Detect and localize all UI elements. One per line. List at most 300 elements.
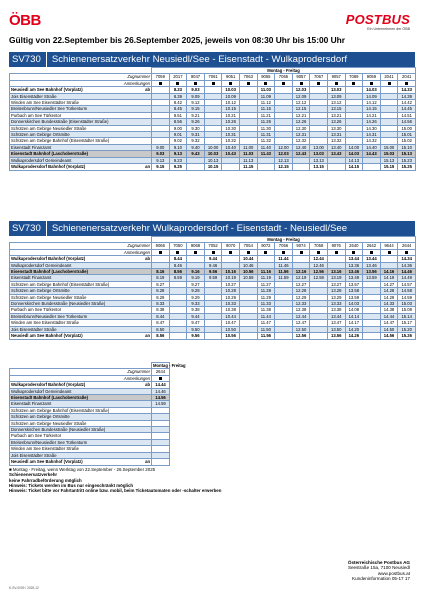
section-title-bar: SV730 Schienenersatzverkehr Neusiedl/See - Eisenstadt - Wulkaprodersdorf bbox=[9, 52, 415, 67]
time-cell: 10.29 bbox=[222, 294, 240, 300]
time-cell: 12.44 bbox=[292, 313, 310, 319]
weekday-square-icon bbox=[212, 82, 215, 85]
train-number: 2640 bbox=[345, 243, 363, 249]
stop-name: Schützen am Gebirge Bahnhof (Eisenstädter Straße) bbox=[10, 281, 138, 287]
time-cell: 10.56 bbox=[222, 333, 240, 339]
time-cell: 13.26 bbox=[327, 119, 345, 125]
time-cell: 15.25 bbox=[398, 164, 416, 170]
time-cell: 8.44 bbox=[169, 256, 187, 262]
time-cell: 15.23 bbox=[398, 157, 416, 163]
stop-name: Eisenstadt Finanzamt bbox=[10, 401, 138, 407]
weekday-square-icon bbox=[300, 82, 303, 85]
time-cell: 8.46 bbox=[169, 262, 187, 268]
time-cell: 11.43 bbox=[257, 151, 275, 157]
time-cell: 12.26 bbox=[292, 119, 310, 125]
time-cell: 10.44 bbox=[239, 256, 257, 262]
time-cell: 14.28 bbox=[380, 288, 398, 294]
time-cell: 15.02 bbox=[398, 138, 416, 144]
arrival-departure-flag: an bbox=[138, 164, 152, 170]
note-line: ■ Montag - Freitag, wenn Werktag von 22.September - 26.September 2025 bbox=[9, 467, 156, 472]
time-cell: 9.31 bbox=[187, 132, 205, 138]
time-cell: 15.10 bbox=[398, 144, 416, 150]
train-number: 9057 bbox=[292, 74, 310, 80]
time-cell: 14.59 bbox=[152, 401, 170, 407]
weekday-square-icon bbox=[247, 82, 250, 85]
arrival-departure-flag: an bbox=[138, 333, 152, 339]
time-cell: 9.13 bbox=[169, 151, 187, 157]
time-cell: 9.25 bbox=[169, 164, 187, 170]
time-cell: 9.13 bbox=[152, 157, 170, 163]
time-cell: 14.46 bbox=[152, 388, 170, 394]
time-cell: 13.19 bbox=[327, 275, 345, 281]
time-cell: 9.33 bbox=[187, 301, 205, 307]
time-cell bbox=[257, 164, 275, 170]
train-number: 9070 bbox=[222, 243, 240, 249]
time-cell: 11.12 bbox=[257, 100, 275, 106]
time-cell: 9.03 bbox=[152, 151, 170, 157]
time-cell: 13.30 bbox=[327, 125, 345, 131]
weekday-square-icon bbox=[405, 82, 408, 85]
time-cell: 12.09 bbox=[292, 93, 310, 99]
stop-name: Purbach am See Türkentor bbox=[10, 112, 138, 118]
time-cell: 12.29 bbox=[292, 294, 310, 300]
time-cell: 14.09 bbox=[363, 93, 381, 99]
time-cell: 8.51 bbox=[169, 112, 187, 118]
train-number: 2644 bbox=[398, 243, 416, 249]
time-cell: 14.03 bbox=[345, 151, 363, 157]
time-cell: 9.38 bbox=[187, 307, 205, 313]
time-cell: 10.21 bbox=[222, 112, 240, 118]
time-cell: 10.50 bbox=[222, 326, 240, 332]
time-cell: 13.31 bbox=[327, 132, 345, 138]
time-cell: 9.21 bbox=[187, 112, 205, 118]
time-cell: 12.03 bbox=[292, 87, 310, 93]
postbus-logo: POSTBUS Ein Unternehmen der ÖBB bbox=[345, 12, 410, 31]
time-cell: 14.30 bbox=[363, 125, 381, 131]
time-cell: 13.28 bbox=[327, 288, 345, 294]
time-cell: 11.47 bbox=[257, 320, 275, 326]
time-cell: 11.46 bbox=[275, 262, 293, 268]
train-number: 2642 bbox=[363, 243, 381, 249]
time-cell: 10.56 bbox=[239, 269, 257, 275]
weekday-square-icon bbox=[264, 82, 267, 85]
time-cell: 12.00 bbox=[275, 144, 293, 150]
stop-name: Winden am See Eisenstädter Straße bbox=[10, 446, 138, 452]
time-cell: 11.21 bbox=[257, 112, 275, 118]
time-cell: 14.33 bbox=[380, 301, 398, 307]
time-cell: 8.19 bbox=[152, 275, 170, 281]
time-cell: 11.03 bbox=[257, 87, 275, 93]
zugnummer-label: Zugnummer bbox=[10, 74, 152, 80]
time-cell: 14.39 bbox=[398, 93, 416, 99]
stop-name: Wulkaprodersdorf Gemeindeamt bbox=[10, 157, 138, 163]
time-cell: 8.27 bbox=[152, 281, 170, 287]
time-cell: 13.49 bbox=[345, 275, 363, 281]
time-cell: 12.50 bbox=[292, 326, 310, 332]
time-cell: 13.15 bbox=[310, 164, 328, 170]
train-number: 7061 bbox=[204, 74, 222, 80]
time-cell: 12.03 bbox=[275, 151, 293, 157]
weekday-square-icon bbox=[388, 82, 391, 85]
weekday-square-icon bbox=[335, 251, 338, 254]
time-cell: 14.00 bbox=[345, 144, 363, 150]
time-cell: 14.45 bbox=[398, 106, 416, 112]
stop-name: Schützen am Gebirge Neusiedler Straße bbox=[10, 294, 138, 300]
weekday-square-icon bbox=[229, 82, 232, 85]
stop-name: Purbach am See Türkentor bbox=[10, 433, 138, 439]
time-cell: 12.28 bbox=[292, 288, 310, 294]
time-cell bbox=[239, 333, 257, 339]
time-cell: 14.14 bbox=[345, 313, 363, 319]
time-cell: 8.33 bbox=[152, 301, 170, 307]
time-cell bbox=[204, 333, 222, 339]
time-cell: 9.26 bbox=[187, 119, 205, 125]
stop-name: Schützen am Gebirge Neusiedler Straße bbox=[10, 420, 138, 426]
time-cell: 13.50 bbox=[327, 326, 345, 332]
time-cell: 8.16 bbox=[152, 269, 170, 275]
weekday-square-icon bbox=[388, 251, 391, 254]
time-cell: 10.00 bbox=[204, 144, 222, 150]
time-cell: 8.56 bbox=[169, 119, 187, 125]
time-cell: 13.44 bbox=[345, 256, 363, 262]
time-cell: 14.49 bbox=[398, 275, 416, 281]
time-cell: 9.47 bbox=[187, 320, 205, 326]
time-cell: 10.59 bbox=[239, 275, 257, 281]
table-row bbox=[10, 262, 416, 268]
time-cell: 14.08 bbox=[345, 307, 363, 313]
time-cell: 12.47 bbox=[292, 320, 310, 326]
time-cell: 13.59 bbox=[363, 275, 381, 281]
footer-address: Österreichische Postbus AG Seestraße 15a, 7100 Neusiedl www.postbus.at Kundeninformation 05-17 17 bbox=[347, 560, 410, 582]
time-cell bbox=[310, 333, 328, 339]
weekday-square-icon bbox=[300, 251, 303, 254]
time-cell: 13.44 bbox=[363, 256, 381, 262]
weekday-square-icon bbox=[159, 82, 162, 85]
stop-name: Schützen am Gebirge Ortsmitte bbox=[10, 288, 138, 294]
time-cell: 15.08 bbox=[398, 307, 416, 313]
train-number: 9066 bbox=[152, 243, 170, 249]
table-row bbox=[10, 256, 416, 262]
note-line: Hinweis: Tickets werden im Bus nur eingeschränkt möglich bbox=[9, 482, 134, 488]
time-cell: 12.43 bbox=[292, 151, 310, 157]
time-cell: 14.26 bbox=[345, 333, 363, 339]
train-number: 7050 bbox=[169, 243, 187, 249]
stop-name: Wulkaprodersdorf Bahnhof (Vorplatz) bbox=[10, 256, 138, 262]
stop-name: Schützen am Gebirge Neusiedler Straße bbox=[10, 125, 138, 131]
time-cell: 13.16 bbox=[327, 269, 345, 275]
stop-name: Neusiedl am See Bahnhof (Vorplatz) bbox=[10, 333, 138, 339]
time-cell: 14.51 bbox=[398, 112, 416, 118]
time-cell: 10.30 bbox=[222, 125, 240, 131]
time-cell: 9.56 bbox=[204, 269, 222, 275]
time-cell: 14.29 bbox=[380, 294, 398, 300]
weekday-square-icon bbox=[317, 251, 320, 254]
train-number: 9051 bbox=[222, 74, 240, 80]
time-cell: 10.09 bbox=[222, 93, 240, 99]
time-cell: 14.36 bbox=[398, 262, 416, 268]
time-cell: 13.57 bbox=[345, 281, 363, 287]
time-cell: 9.32 bbox=[187, 138, 205, 144]
table-row bbox=[10, 333, 416, 339]
time-cell: 14.32 bbox=[363, 138, 381, 144]
time-cell: 9.15 bbox=[187, 106, 205, 112]
anmerkungen-label: Anmerkungen bbox=[10, 249, 152, 255]
time-cell: 14.58 bbox=[398, 288, 416, 294]
time-cell: 13.46 bbox=[363, 262, 381, 268]
time-cell: 14.15 bbox=[363, 106, 381, 112]
time-cell: 14.47 bbox=[380, 320, 398, 326]
time-cell: 8.29 bbox=[152, 294, 170, 300]
time-cell: 8.44 bbox=[152, 313, 170, 319]
time-cell: 12.59 bbox=[310, 275, 328, 281]
time-cell: 15.00 bbox=[398, 125, 416, 131]
time-cell: 8.33 bbox=[169, 87, 187, 93]
time-cell: 14.34 bbox=[398, 256, 416, 262]
time-cell: 14.31 bbox=[363, 132, 381, 138]
time-cell: 14.43 bbox=[363, 151, 381, 157]
time-cell: 15.03 bbox=[398, 301, 416, 307]
time-cell: 10.15 bbox=[204, 164, 222, 170]
time-cell: 11.15 bbox=[257, 106, 275, 112]
anmerkungen-label: Anmerkungen bbox=[10, 80, 152, 86]
time-cell: 10.43 bbox=[222, 151, 240, 157]
timetable-section-2 bbox=[9, 221, 415, 340]
stop-name: Jois Eisenstädter Straße bbox=[10, 93, 138, 99]
stop-name: Eisenstadt Finanzamt bbox=[10, 275, 138, 281]
time-cell: 13.56 bbox=[327, 333, 345, 339]
time-cell: 13.56 bbox=[363, 269, 381, 275]
time-cell: 9.10 bbox=[169, 144, 187, 150]
time-cell: 12.19 bbox=[292, 275, 310, 281]
time-cell: 13.36 bbox=[345, 262, 363, 268]
time-cell: 10.03 bbox=[204, 151, 222, 157]
time-cell: 10.16 bbox=[222, 269, 240, 275]
stop-name: Neusiedl am See Bahnhof (Vorplatz) bbox=[10, 87, 138, 93]
arrival-departure-flag: ab bbox=[138, 256, 152, 262]
time-cell: 9.46 bbox=[204, 262, 222, 268]
train-number: 7054 bbox=[239, 243, 257, 249]
timetable-2 bbox=[9, 236, 416, 340]
notes bbox=[9, 467, 221, 493]
train-number: 2041 bbox=[398, 74, 416, 80]
train-number: 7056 bbox=[275, 243, 293, 249]
train-number: 7067 bbox=[310, 74, 328, 80]
stop-name: Wulkaprodersdorf Bahnhof (Vorplatz) bbox=[10, 382, 138, 388]
train-number: 9076 bbox=[327, 243, 345, 249]
time-cell: 14.13 bbox=[345, 157, 363, 163]
time-cell: 12.27 bbox=[292, 281, 310, 287]
stop-name: Breitenbrunn/Neusiedler See Türkenturm bbox=[10, 313, 138, 319]
time-cell: 13.46 bbox=[345, 269, 363, 275]
time-cell: 15.03 bbox=[380, 151, 398, 157]
time-cell: 15.13 bbox=[398, 151, 416, 157]
time-cell: 10.40 bbox=[222, 144, 240, 150]
table-row bbox=[10, 151, 416, 157]
weekday-square-icon bbox=[212, 251, 215, 254]
time-cell: 11.33 bbox=[257, 301, 275, 307]
time-cell: 9.01 bbox=[169, 132, 187, 138]
time-cell: 15.13 bbox=[380, 157, 398, 163]
time-cell: 10.19 bbox=[222, 275, 240, 281]
time-cell: 13.00 bbox=[310, 144, 328, 150]
weekday-square-icon bbox=[352, 251, 355, 254]
time-cell: 14.56 bbox=[152, 395, 170, 401]
weekday-square-icon bbox=[405, 251, 408, 254]
time-cell: 12.30 bbox=[292, 125, 310, 131]
time-cell: 13.44 bbox=[327, 313, 345, 319]
time-cell: 10.33 bbox=[222, 301, 240, 307]
time-cell: 9.29 bbox=[187, 294, 205, 300]
time-cell: 9.19 bbox=[187, 275, 205, 281]
time-cell: 14.26 bbox=[363, 119, 381, 125]
time-cell: 10.31 bbox=[222, 132, 240, 138]
train-number: 9074 bbox=[292, 243, 310, 249]
weekday-square-icon bbox=[370, 82, 373, 85]
time-cell: 11.03 bbox=[239, 151, 257, 157]
time-cell: 11.50 bbox=[257, 326, 275, 332]
time-cell: 9.03 bbox=[187, 87, 205, 93]
weekday-square-icon bbox=[247, 251, 250, 254]
time-cell: 11.59 bbox=[275, 275, 293, 281]
time-cell: 12.56 bbox=[310, 269, 328, 275]
note-line: Schienenersatzverkehr bbox=[9, 472, 58, 478]
validity-text: Gültig von 22.September bis 26.September 2025, jeweils von 08:30 Uhr bis 15:00 Uhr bbox=[9, 35, 346, 45]
time-cell: 13.38 bbox=[327, 307, 345, 313]
time-cell: 12.40 bbox=[292, 144, 310, 150]
time-cell: 10.44 bbox=[222, 313, 240, 319]
table-row bbox=[10, 269, 416, 275]
note-line: keine Fahrradbeförderung möglich bbox=[9, 477, 82, 483]
time-cell: 11.40 bbox=[257, 144, 275, 150]
stop-name: Purbach am See Türkentor bbox=[10, 307, 138, 313]
stop-name: Wulkaprodersdorf Bahnhof (Vorplatz) bbox=[10, 164, 138, 170]
arrival-departure-flag: ab bbox=[138, 382, 152, 388]
time-cell: 11.15 bbox=[239, 164, 257, 170]
time-cell: 8.42 bbox=[169, 100, 187, 106]
time-cell: 15.01 bbox=[398, 132, 416, 138]
time-cell: 13.29 bbox=[327, 294, 345, 300]
time-cell: 8.50 bbox=[152, 326, 170, 332]
time-cell: 11.28 bbox=[257, 288, 275, 294]
time-cell: 11.56 bbox=[275, 269, 293, 275]
timetable-section-3 bbox=[9, 362, 415, 466]
time-cell: 12.38 bbox=[292, 307, 310, 313]
time-cell: 11.30 bbox=[257, 125, 275, 131]
time-cell: 15.14 bbox=[398, 313, 416, 319]
time-cell: 9.00 bbox=[152, 144, 170, 150]
time-cell: 10.32 bbox=[222, 138, 240, 144]
time-cell: 13.43 bbox=[327, 151, 345, 157]
weekday-square-icon bbox=[176, 251, 179, 254]
time-cell: 9.15 bbox=[152, 164, 170, 170]
time-cell: 9.23 bbox=[169, 157, 187, 163]
time-cell: 14.12 bbox=[363, 100, 381, 106]
time-cell: 11.32 bbox=[257, 138, 275, 144]
time-cell: 11.38 bbox=[257, 307, 275, 313]
time-cell: 14.17 bbox=[345, 320, 363, 326]
weekday-square-icon bbox=[370, 251, 373, 254]
train-number: 2017 bbox=[169, 74, 187, 80]
time-cell: 12.21 bbox=[292, 112, 310, 118]
time-cell: 12.15 bbox=[292, 106, 310, 112]
time-cell bbox=[363, 164, 381, 170]
weekday-square-icon bbox=[176, 82, 179, 85]
time-cell: 12.56 bbox=[292, 333, 310, 339]
stop-name: Winden am See Eisenstädter Straße bbox=[10, 320, 138, 326]
zugnummer-label: Zugnummer bbox=[10, 369, 152, 375]
time-cell: 13.15 bbox=[327, 106, 345, 112]
time-cell: 10.38 bbox=[222, 307, 240, 313]
timetable-3 bbox=[9, 362, 186, 466]
time-cell: 13.27 bbox=[327, 281, 345, 287]
timetable-section-1 bbox=[9, 52, 415, 171]
time-cell: 8.47 bbox=[152, 320, 170, 326]
stop-name: Winden am See Eisenstädter Straße bbox=[10, 100, 138, 106]
stop-name: Eisenstadt Bahnhof (Laschoberstraße) bbox=[10, 395, 138, 401]
table-caption: Montag - Freitag bbox=[152, 237, 416, 243]
time-cell: 11.00 bbox=[239, 144, 257, 150]
section-title-bar: SV730 Schienenersatzverkehr Wulkaprodersdorf - Eisenstadt - Neusiedl/See bbox=[9, 221, 415, 236]
weekday-square-icon bbox=[317, 82, 320, 85]
weekday-square-icon bbox=[282, 251, 285, 254]
time-cell: 8.56 bbox=[152, 333, 170, 339]
time-cell: 14.56 bbox=[380, 333, 398, 339]
time-cell: 9.00 bbox=[169, 125, 187, 131]
time-cell: 13.58 bbox=[345, 288, 363, 294]
table-caption: Montag - Freitag bbox=[152, 68, 416, 74]
time-cell: 15.00 bbox=[380, 144, 398, 150]
weekday-square-icon bbox=[159, 377, 162, 380]
time-cell: 9.50 bbox=[187, 326, 205, 332]
time-cell bbox=[363, 333, 381, 339]
time-cell: 14.19 bbox=[380, 275, 398, 281]
stop-name: Breitenbrunn/Neusiedler See Türkenturm bbox=[10, 439, 138, 445]
time-cell: 14.21 bbox=[363, 112, 381, 118]
obb-logo: ÖBB bbox=[9, 12, 41, 29]
time-cell: 9.27 bbox=[187, 281, 205, 287]
time-cell: 10.28 bbox=[222, 288, 240, 294]
time-cell: 8.28 bbox=[152, 288, 170, 294]
time-cell: 8.39 bbox=[169, 93, 187, 99]
time-cell: 11.27 bbox=[257, 281, 275, 287]
time-cell: 12.31 bbox=[292, 132, 310, 138]
train-number: 9055 bbox=[257, 74, 275, 80]
time-cell: 9.16 bbox=[187, 269, 205, 275]
note-line: Hinweis: Ticket bitte vor Fahrtantritt online bzw. mobil, beim Ticketautomaten oder -schalter erwerben bbox=[9, 488, 222, 494]
time-cell: 12.13 bbox=[275, 157, 293, 163]
time-cell: 8.56 bbox=[169, 269, 187, 275]
time-cell: 14.57 bbox=[398, 281, 416, 287]
weekday-square-icon bbox=[159, 251, 162, 254]
zugnummer-label: Zugnummer bbox=[10, 243, 152, 249]
time-cell: 14.16 bbox=[380, 269, 398, 275]
time-cell: 14.20 bbox=[345, 326, 363, 332]
time-cell: 14.40 bbox=[363, 144, 381, 150]
train-number: 2041 bbox=[380, 74, 398, 80]
time-cell: 11.29 bbox=[257, 294, 275, 300]
time-cell: 11.13 bbox=[239, 157, 257, 163]
weekday-square-icon bbox=[229, 251, 232, 254]
time-cell: 13.47 bbox=[327, 320, 345, 326]
time-cell: 13.09 bbox=[327, 93, 345, 99]
time-cell: 9.28 bbox=[187, 288, 205, 294]
weekday-square-icon bbox=[352, 82, 355, 85]
time-cell: 14.27 bbox=[380, 281, 398, 287]
train-number: 9057 bbox=[327, 74, 345, 80]
stop-name: Donnerskirchen Bundesstraße (Neusiedler Straße) bbox=[10, 301, 138, 307]
weekday-square-icon bbox=[194, 82, 197, 85]
time-cell: 11.56 bbox=[257, 333, 275, 339]
